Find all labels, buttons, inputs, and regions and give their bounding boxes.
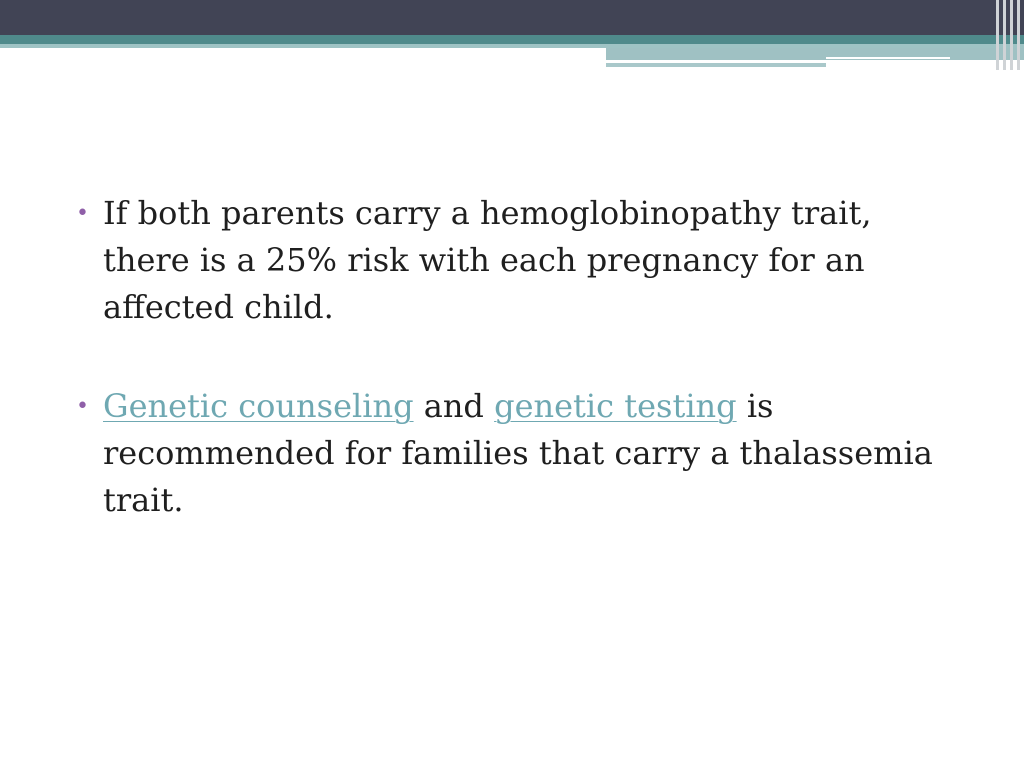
header-dark-band	[0, 0, 1024, 35]
bullet-icon: •	[76, 394, 89, 419]
bullet-item	[76, 190, 956, 331]
genetic-counseling-link[interactable]: Genetic counseling	[103, 387, 414, 425]
header-accent-block	[606, 48, 1024, 60]
bullet-text-connector: and	[413, 387, 495, 425]
slide-body	[76, 190, 956, 576]
bullet-text-tail: is recommended for families that carry a thalassemia trait.	[103, 387, 933, 519]
bullet-text: If both parents carry a hemoglobinopathy trait, there is a 25% risk with each pregnancy for an affected child.	[103, 194, 872, 326]
header-teal-band	[0, 35, 1024, 44]
edge-stripes	[994, 0, 1024, 70]
bullet-icon: •	[76, 201, 89, 226]
header-accent-line-highlight	[826, 57, 950, 59]
bullet-item	[76, 383, 956, 524]
genetic-testing-link[interactable]: genetic testing	[494, 387, 737, 425]
header-accent-line	[606, 63, 826, 67]
